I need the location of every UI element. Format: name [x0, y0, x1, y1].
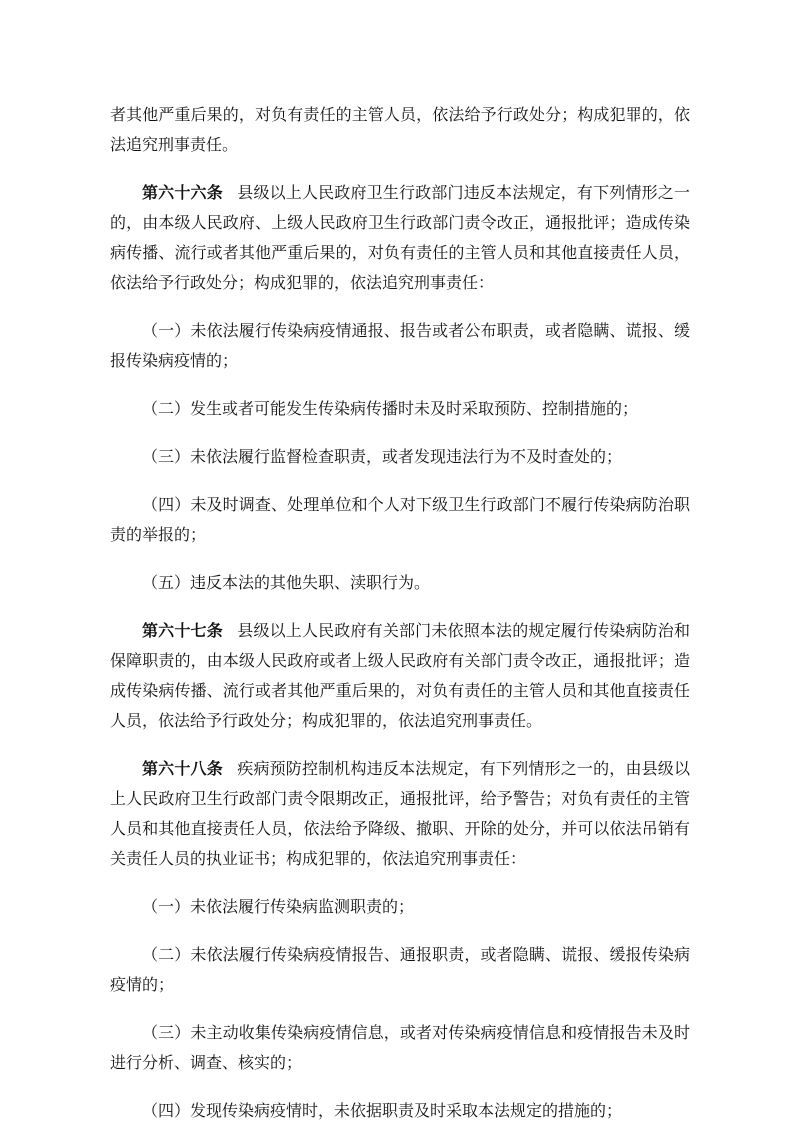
article-67-heading: 第六十七条: [142, 621, 223, 640]
article-66-item-1: （一）未依法履行传染病疫情通报、报告或者公布职责，或者隐瞒、谎报、缓报传染病疫情的；: [110, 321, 690, 370]
article-68-item-2: （二）未依法履行传染病疫情报告、通报职责，或者隐瞒、谎报、缓报传染病疫情的；: [110, 945, 690, 994]
article-68-item-1: （一）未依法履行传染病监测职责的；: [142, 897, 415, 916]
article-68-item-3: （三）未主动收集传染病疫情信息，或者对传染病疫情信息和疫情报告未及时进行分析、调查、核实的；: [110, 1023, 690, 1072]
article-66-paragraph: [110, 178, 690, 298]
article-66-item-5: （五）违反本法的其他失职、渎职行为。: [142, 573, 431, 592]
article-67-paragraph: [110, 616, 690, 736]
article-68-body: 疾病预防控制机构违反本法规定，有下列情形之一的，由县级以上人民政府卫生行政部门责令限期改正，通报批评，给予警告；对负有责任的主管人员和其他直接责任人员，依法给予降级、撤职、开除的处分，并可以依法吊销有关责任人员的执业证书；构成犯罪的，依法追究刑事责任：: [110, 759, 690, 868]
intro-paragraph: 者其他严重后果的，对负有责任的主管人员，依法给予行政处分；构成犯罪的，依法追究刑事责任。: [110, 105, 690, 154]
article-66-item-4: （四）未及时调查、处理单位和个人对下级卫生行政部门不履行传染病防治职责的举报的；: [110, 495, 690, 544]
article-68-paragraph: [110, 754, 690, 874]
article-66-heading: 第六十六条: [142, 183, 223, 202]
article-68-item-4: （四）发现传染病疫情时，未依据职责及时采取本法规定的措施的；: [142, 1101, 623, 1120]
article-68-heading: 第六十八条: [142, 759, 223, 778]
article-66-item-2: （二）发生或者可能发生传染病传播时未及时采取预防、控制措施的；: [142, 399, 639, 418]
article-66-body: 县级以上人民政府卫生行政部门违反本法规定，有下列情形之一的，由本级人民政府、上级人民政府卫生行政部门责令改正，通报批评；造成传染病传播、流行或者其他严重后果的，对负有责任的主管人员和其他直接责任人员，依法给予行政处分；构成犯罪的，依法追究刑事责任：: [110, 183, 690, 292]
document-page: [110, 100, 690, 1144]
article-67-body: 县级以上人民政府有关部门未依照本法的规定履行传染病防治和保障职责的，由本级人民政府或者上级人民政府有关部门责令改正，通报批评；造成传染病传播、流行或者其他严重后果的，对负有责任的主管人员和其他直接责任人员，依法给予行政处分；构成犯罪的，依法追究刑事责任。: [110, 621, 690, 730]
article-66-item-3: （三）未依法履行监督检查职责，或者发现违法行为不及时查处的；: [142, 447, 623, 466]
